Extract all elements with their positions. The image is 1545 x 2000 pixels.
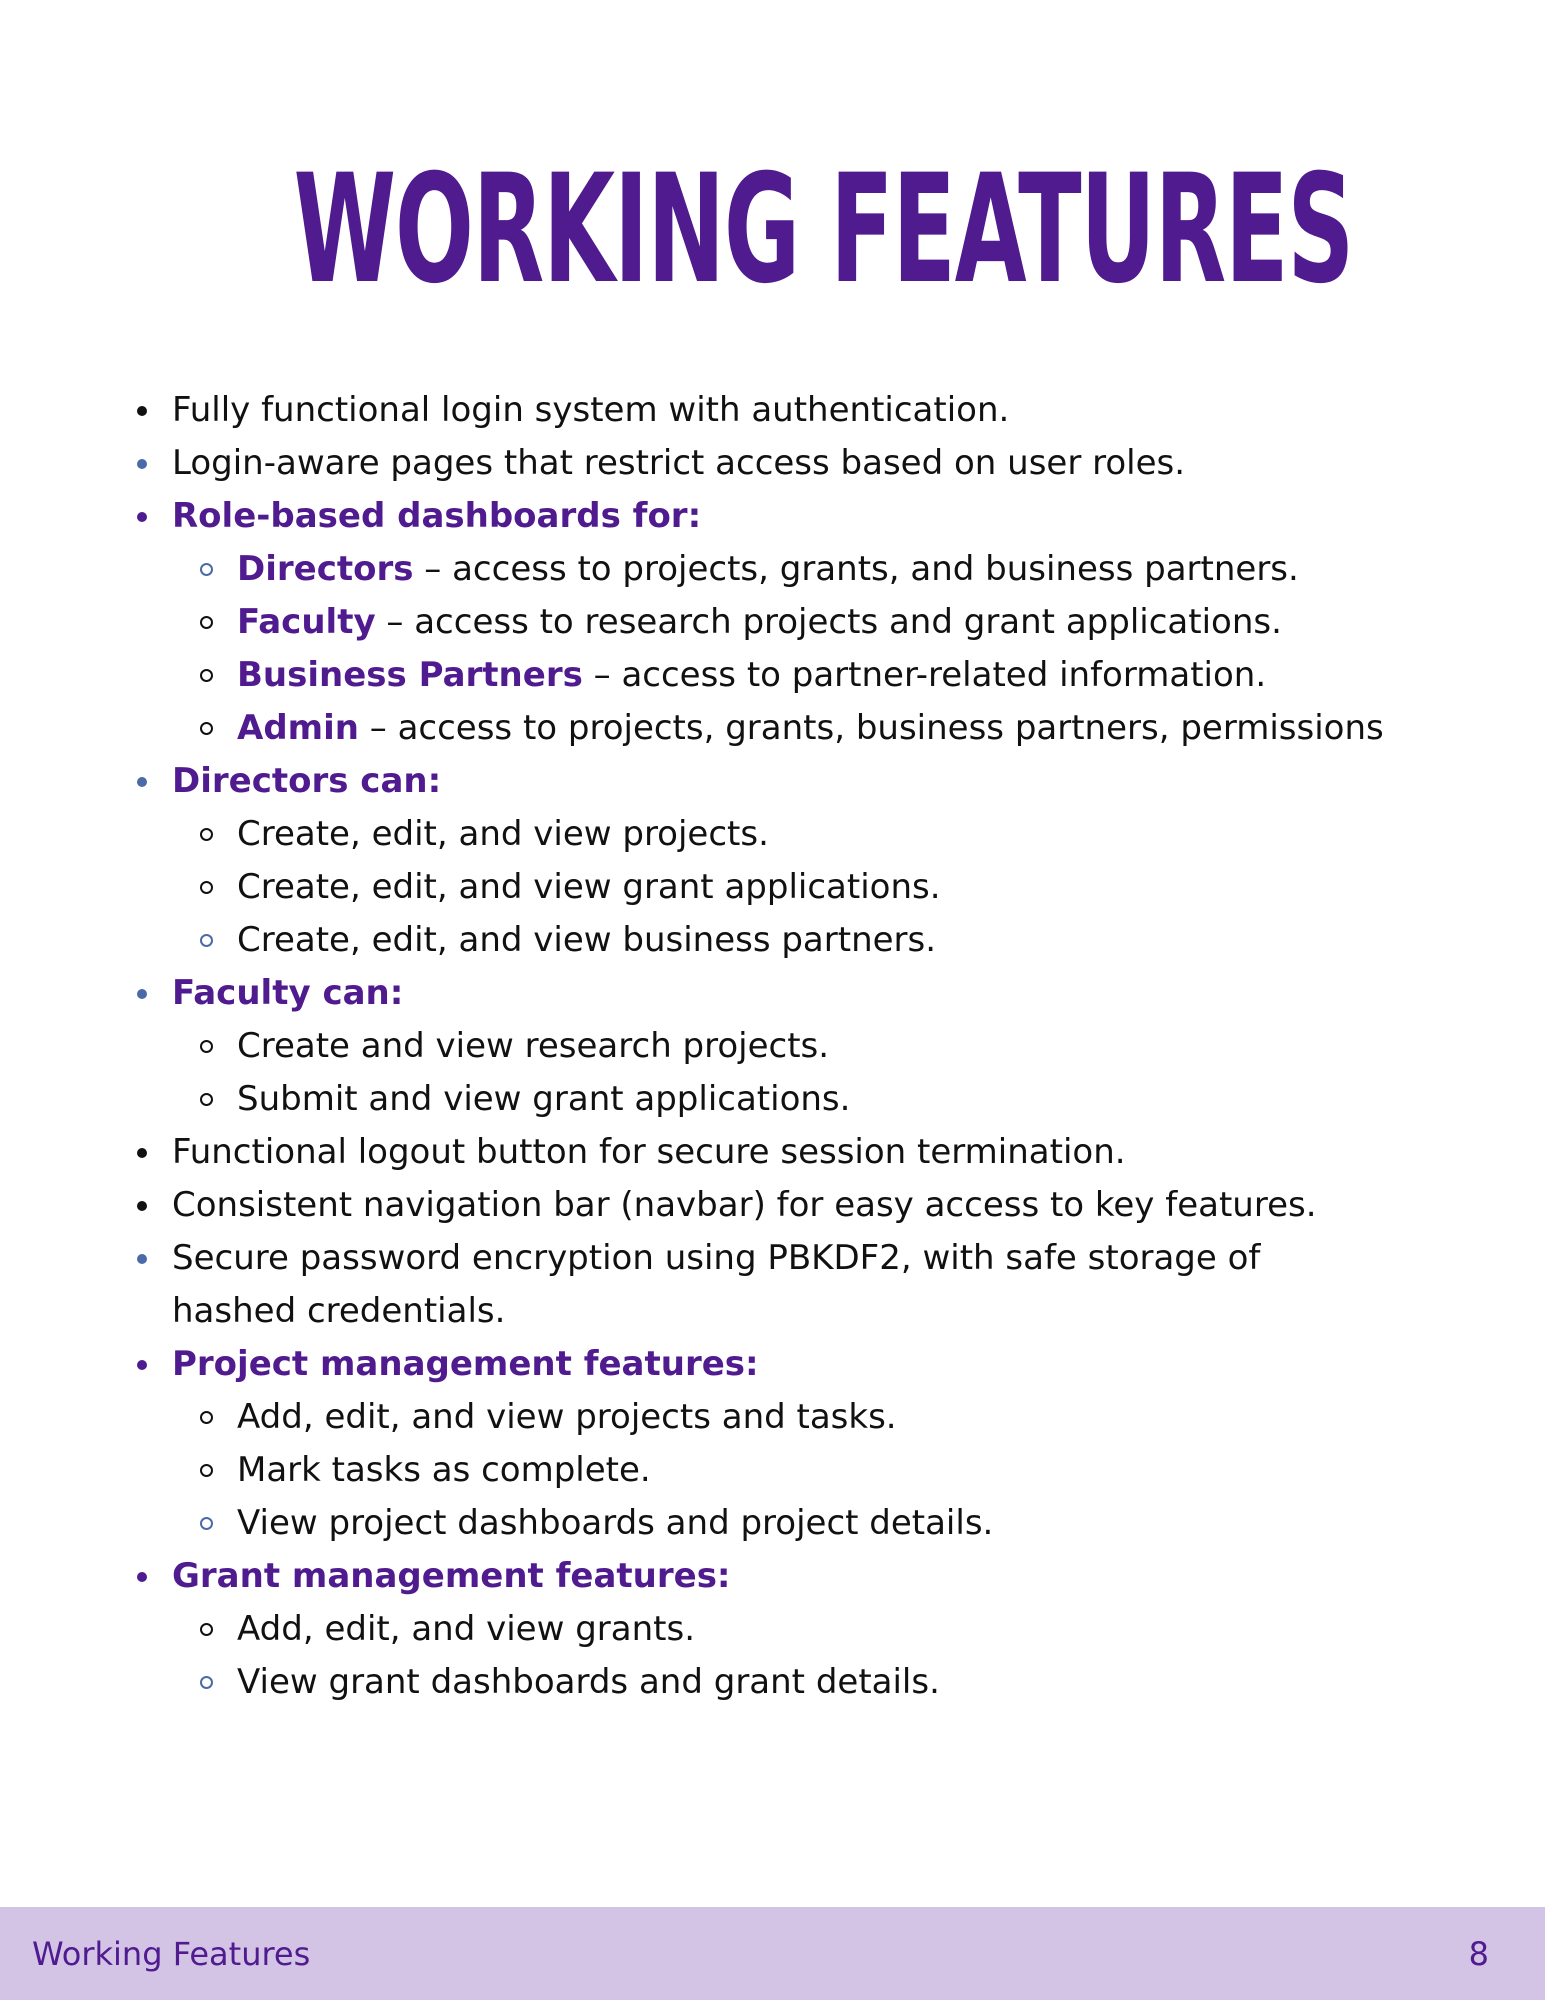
item-text: Create, edit, and view grant applications.: [237, 867, 941, 907]
item-text: Add, edit, and view grants.: [237, 1609, 696, 1649]
item-text: Create, edit, and view business partners.: [237, 920, 937, 960]
features-list: [0, 384, 1545, 1709]
list-item: [0, 1550, 1545, 1603]
role-term: Faculty: [237, 602, 376, 642]
list-subitem: [0, 914, 1545, 967]
list-subitem: [0, 1656, 1545, 1709]
list-subitem: [0, 1603, 1545, 1656]
bullet-icon: [137, 512, 147, 522]
section-heading: Project management features:: [172, 1344, 759, 1384]
ring-bullet-icon: [200, 1093, 213, 1106]
ring-bullet-icon: [200, 563, 213, 576]
item-text: Secure password encryption using PBKDF2, with safe storage of hashed credentials.: [172, 1238, 1261, 1331]
ring-bullet-icon: [200, 1464, 213, 1477]
role-term: Directors: [237, 549, 414, 589]
list-subitem: [0, 596, 1545, 649]
item-text: Login-aware pages that restrict access based on user roles.: [172, 443, 1186, 483]
section-heading: Directors can:: [172, 761, 442, 801]
item-text: View grant dashboards and grant details.: [237, 1662, 940, 1702]
footer-title: Working Features: [32, 1935, 311, 1973]
section-heading: Role-based dashboards for:: [172, 496, 702, 536]
item-text: Functional logout button for secure session termination.: [172, 1132, 1126, 1172]
item-text: Submit and view grant applications.: [237, 1079, 851, 1119]
page-footer: [0, 1907, 1545, 2000]
item-text: Add, edit, and view projects and tasks.: [237, 1397, 897, 1437]
item-text: Fully functional login system with authentication.: [172, 390, 1010, 430]
list-item: [0, 490, 1545, 543]
ring-bullet-icon: [200, 881, 213, 894]
bullet-icon: [137, 1201, 147, 1211]
item-text: – access to partner-related information.: [582, 655, 1267, 695]
item-text: View project dashboards and project details.: [237, 1503, 994, 1543]
list-item: [0, 1338, 1545, 1391]
list-item: [0, 755, 1545, 808]
bullet-icon: [137, 1360, 147, 1370]
item-text: Create and view research projects.: [237, 1026, 830, 1066]
page-title: WORKING FEATURES: [293, 143, 1354, 317]
item-text: Mark tasks as complete.: [237, 1450, 651, 1490]
list-item: [0, 1126, 1545, 1179]
ring-bullet-icon: [200, 1676, 213, 1689]
bullet-icon: [137, 406, 147, 416]
list-item: [0, 967, 1545, 1020]
list-item: [0, 437, 1545, 490]
ring-bullet-icon: [200, 1411, 213, 1424]
item-text: Consistent navigation bar (navbar) for easy access to key features.: [172, 1185, 1317, 1225]
ring-bullet-icon: [200, 1040, 213, 1053]
list-item: [0, 384, 1545, 437]
section-heading: Faculty can:: [172, 973, 404, 1013]
bullet-icon: [137, 777, 147, 787]
role-term: Business Partners: [237, 655, 583, 695]
bullet-icon: [137, 459, 147, 469]
list-subitem: [0, 702, 1545, 755]
item-text: – access to projects, grants, business partners, permissions: [358, 708, 1384, 748]
ring-bullet-icon: [200, 1517, 213, 1530]
ring-bullet-icon: [200, 1623, 213, 1636]
role-term: Admin: [237, 708, 359, 748]
list-subitem: [0, 649, 1545, 702]
item-text: – access to projects, grants, and business partners.: [413, 549, 1299, 589]
bullet-icon: [137, 1148, 147, 1158]
list-subitem: [0, 1497, 1545, 1550]
ring-bullet-icon: [200, 616, 213, 629]
list-subitem: [0, 808, 1545, 861]
ring-bullet-icon: [200, 828, 213, 841]
list-subitem: [0, 1391, 1545, 1444]
bullet-icon: [137, 1572, 147, 1582]
list-subitem: [0, 1020, 1545, 1073]
list-item: [0, 1179, 1545, 1232]
list-item: [0, 1232, 1545, 1338]
ring-bullet-icon: [200, 934, 213, 947]
bullet-icon: [137, 989, 147, 999]
ring-bullet-icon: [200, 669, 213, 682]
section-heading: Grant management features:: [172, 1556, 731, 1596]
page-number: 8: [1468, 1935, 1489, 1973]
ring-bullet-icon: [200, 722, 213, 735]
item-text: Create, edit, and view projects.: [237, 814, 769, 854]
list-subitem: [0, 543, 1545, 596]
list-subitem: [0, 1073, 1545, 1126]
list-subitem: [0, 861, 1545, 914]
bullet-icon: [137, 1254, 147, 1264]
item-text: – access to research projects and grant applications.: [375, 602, 1282, 642]
list-subitem: [0, 1444, 1545, 1497]
